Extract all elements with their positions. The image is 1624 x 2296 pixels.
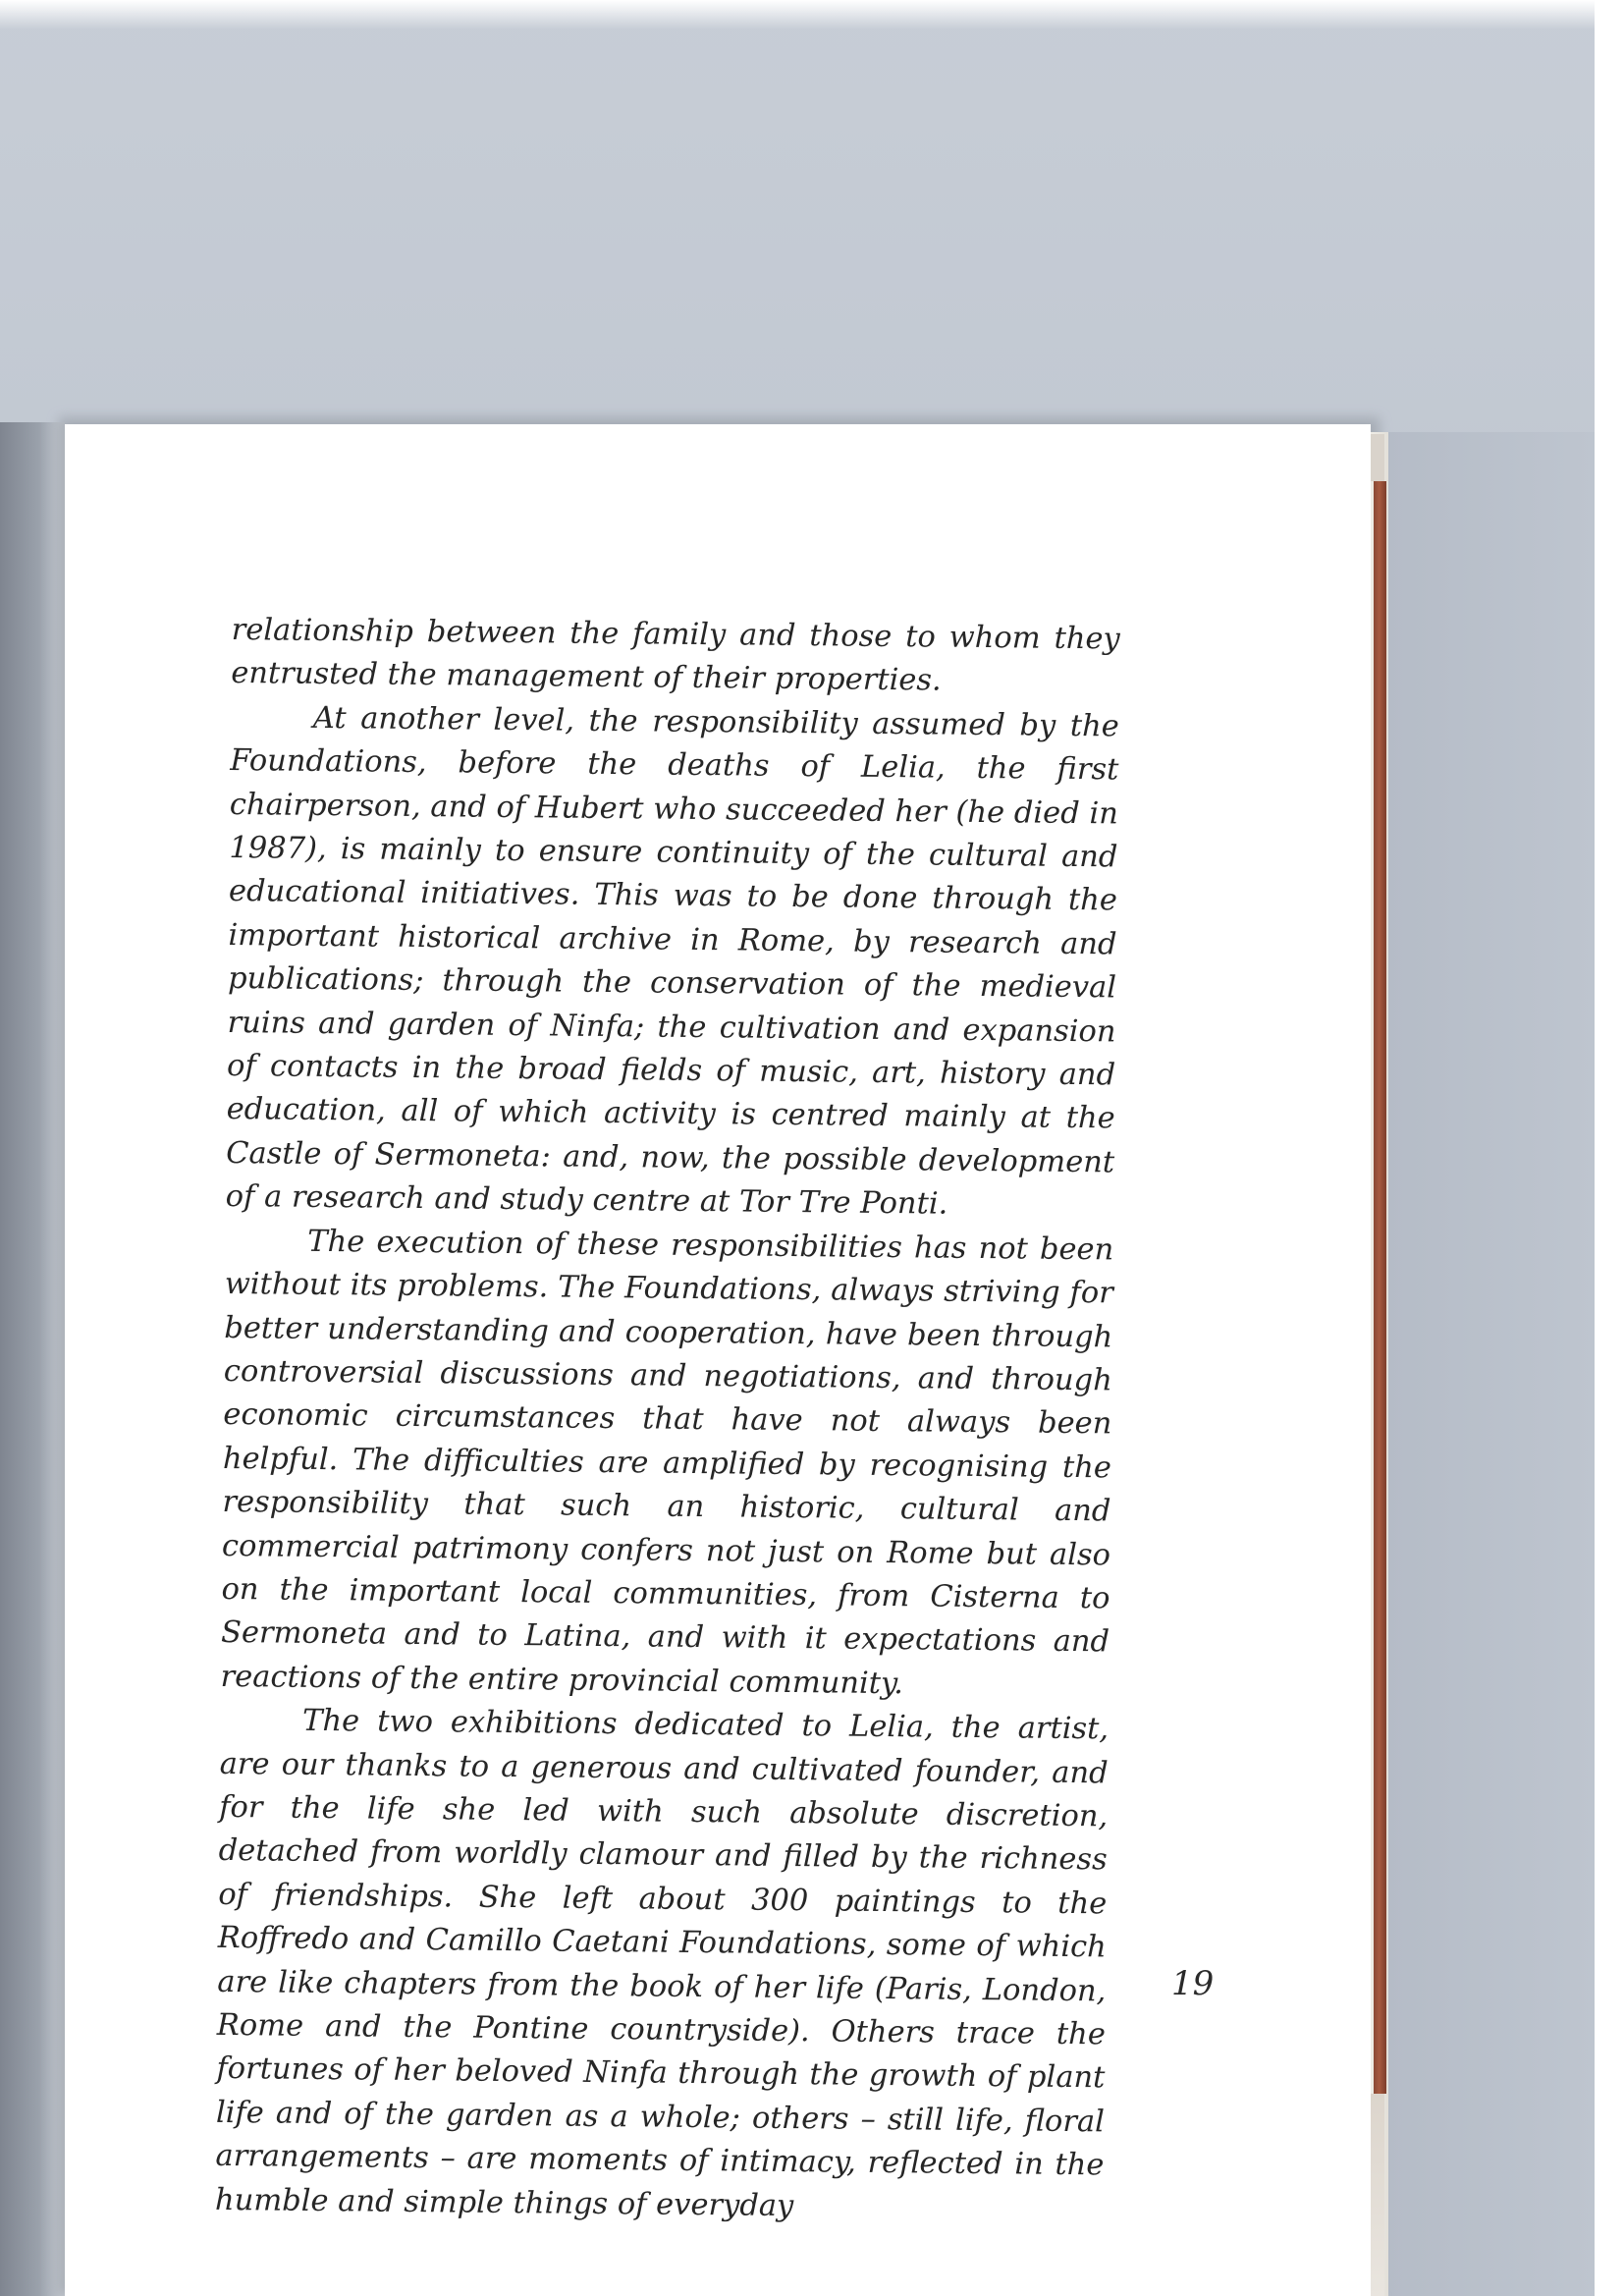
book-cover-bottom: [1371, 2094, 1384, 2296]
book-cover-spine: [1374, 481, 1386, 2094]
backdrop-top-shade: [0, 0, 1595, 29]
paragraph-4: The two exhibitions dedicated to Lelia, the artist, are our thanks to a generous and cultivated founder, and for the life she led with such absolute discretion, detached from worldly clamour and filled by the richness of friendships. She left about 300 paintings to the Roffredo and Camillo Caetani Foundations, some of which are like chapters from the book of her life (Paris, London, Rome and the Pontine countryside). Others trace the fortunes of her beloved Ninfa through the growth of plant life and of the garden as a whole; others – still life, floral arrangements – are moments of intimacy, reflected in the humble and simple things of everyday: [214, 1703, 1110, 2223]
scan-margin-right: [1595, 0, 1624, 2296]
page-number: 19: [1171, 1964, 1215, 2003]
backdrop-gap: [1386, 432, 1595, 2296]
paragraph-2: At another level, the responsibility assumed by the Foundations, before the deaths of Lelia, the first chairperson, and of Hubert who succeeded her (he died in 1987), is mainly to ensure continuity of the cultural and educational initiatives. This was to be done through the important historical archive in Rome, by research and publications; through the conservation of the medieval ruins and garden of Ninfa; the cultivation and expansion of contacts in the broad fields of music, art, history and education, all of which activity is centred mainly at the Castle of Sermoneta: and, now, the possible development of a research and study centre at Tor Tre Ponti.: [225, 700, 1119, 1222]
body-text: [215, 609, 1120, 2231]
paragraph-1: relationship between the family and those to whom they entrusted the management of their properties.: [231, 612, 1120, 698]
paragraph-3: The execution of these responsibilities has not been without its problems. The Foundations, always striving for better understanding and cooperation, have been through controversial discussions and negotiations, and through economic circumstances that have not always been helpful. The difficulties are amplified by recognising the responsibility that such an historic, cultural and commercial patrimony confers not just on Rome but also on the important local communities, from Cisterna to Sermoneta and to Latina, and with it expectations and reactions of the entire provincial community.: [220, 1224, 1114, 1701]
book-left-edge: [0, 422, 65, 2296]
book-cover-top: [1371, 434, 1384, 481]
